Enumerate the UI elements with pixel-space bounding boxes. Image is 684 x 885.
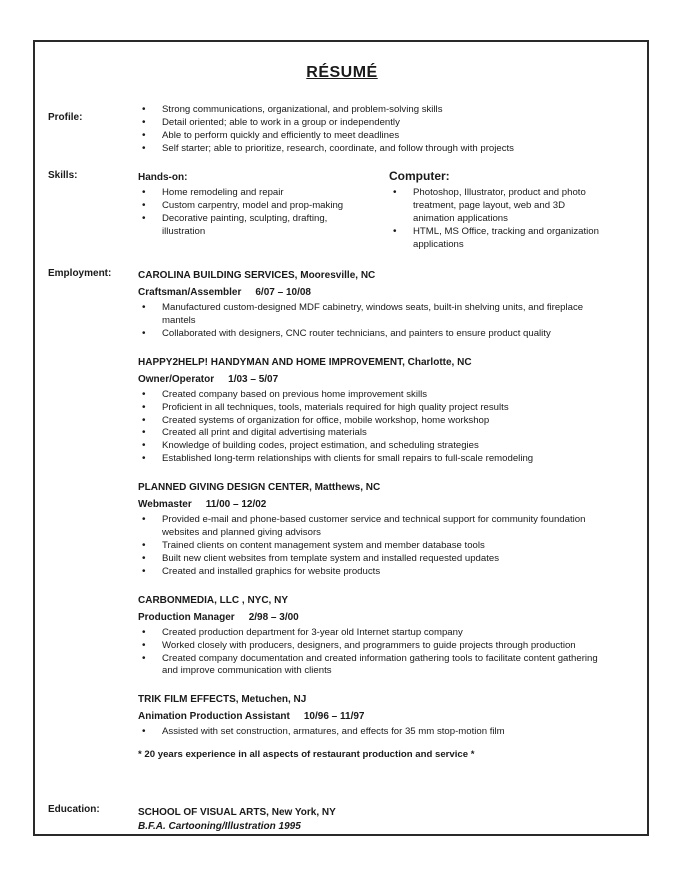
computer-skills — [389, 169, 599, 252]
list-item: • Manufactured custom-designed MDF cabinetry, windows seats, built-in shelving units, and fireplace mantels — [138, 302, 608, 328]
job-dates: 1/03 – 5/07 — [228, 373, 279, 385]
job-dates: 10/96 – 11/97 — [303, 711, 365, 723]
job-role — [138, 286, 608, 299]
list-item: • Created all print and digital advertising materials — [138, 427, 608, 440]
job-duties — [138, 627, 608, 679]
list-item: • Created company documentation and created information gathering tools to facilitate content gathering and improve communication with clients — [138, 653, 608, 679]
hands-on-skills — [138, 172, 378, 239]
job-title: Production Manager — [138, 611, 235, 623]
job-org: CARBONMEDIA, LLC , NYC, NY — [138, 594, 288, 606]
list-item: • Trained clients on content management system and member database tools — [138, 540, 608, 553]
job-org: TRIK FILM EFFECTS, Metuchen, NJ — [138, 694, 307, 706]
profile-label: Profile: — [48, 112, 83, 123]
computer-heading: Computer: — [389, 169, 450, 183]
employment-section — [138, 269, 608, 760]
job-title: Webmaster — [138, 499, 192, 511]
job-duties — [138, 726, 608, 739]
job-title: Animation Production Assistant — [138, 711, 290, 723]
profile-section — [138, 104, 608, 156]
computer-list — [389, 187, 599, 252]
list-item: • Self starter; able to prioritize, research, coordinate, and follow through with projects — [138, 143, 608, 156]
list-item: • Strong communications, organizational, and problem-solving skills — [138, 104, 608, 117]
resume-title: RÉSUMÉ — [306, 64, 378, 81]
list-item: • Collaborated with designers, CNC router technicians, and painters to ensure product quality — [138, 328, 608, 341]
list-item: • Detail oriented; able to work in a group or independently — [138, 117, 608, 130]
job-title: Owner/Operator — [138, 373, 215, 385]
list-item: • Created systems of organization for office, mobile workshop, home workshop — [138, 415, 608, 428]
job-duties — [138, 389, 608, 466]
list-item: • Established long-term relationships with clients for small repairs to full-scale remodeling — [138, 453, 608, 466]
degree: B.F.A. Cartooning/Illustration 1995 — [138, 821, 301, 832]
list-item: • Assisted with set construction, armatures, and effects for 35 mm stop-motion film — [138, 726, 608, 739]
hands-on-heading: Hands-on: — [138, 172, 188, 183]
list-item: • Decorative painting, sculpting, drafting, illustration — [138, 213, 368, 239]
job-role — [138, 373, 608, 386]
experience-note: * 20 years experience in all aspects of restaurant production and service * — [138, 749, 475, 761]
education-label: Education: — [48, 804, 100, 815]
list-item: • Created and installed graphics for website products — [138, 566, 608, 579]
education-section — [138, 806, 608, 833]
job-dates: 6/07 – 10/08 — [255, 287, 311, 298]
job-role — [138, 710, 608, 723]
list-item: • Provided e-mail and phone-based customer service and technical support for community foundation websites and planned giving advisors — [138, 514, 608, 540]
list-item: • Custom carpentry, model and prop-making — [138, 200, 368, 213]
list-item: • Knowledge of building codes, project estimation, and scheduling strategies — [138, 440, 608, 453]
job-duties — [138, 514, 608, 579]
list-item: • Created production department for 3-year old Internet startup company — [138, 627, 608, 640]
job-org: PLANNED GIVING DESIGN CENTER, Matthews, NC — [138, 482, 381, 494]
list-item: • HTML, MS Office, tracking and organization applications — [389, 226, 599, 252]
list-item: • Built new client websites from template system and installed requested updates — [138, 553, 608, 566]
job-org: CAROLINA BUILDING SERVICES, Mooresville, NC — [138, 270, 376, 281]
skills-label: Skills: — [48, 170, 78, 181]
job-dates: 11/00 – 12/02 — [205, 499, 267, 511]
employment-label: Employment: — [48, 268, 112, 279]
list-item: • Photoshop, Illustrator, product and photo treatment, page layout, web and 3D animation applications — [389, 187, 599, 226]
job-role — [138, 498, 608, 511]
list-item: • Able to perform quickly and efficiently to meet deadlines — [138, 130, 608, 143]
school-name: SCHOOL OF VISUAL ARTS, New York, NY — [138, 807, 336, 818]
list-item: • Created company based on previous home improvement skills — [138, 389, 608, 402]
list-item: • Proficient in all techniques, tools, materials required for high quality project results — [138, 402, 608, 415]
list-item: • Worked closely with producers, designers, and programmers to guide projects through production — [138, 640, 608, 653]
list-item: • Home remodeling and repair — [138, 187, 368, 200]
job-dates: 2/98 – 3/00 — [248, 611, 299, 623]
job-role — [138, 611, 608, 624]
job-title: Craftsman/Assembler — [138, 287, 242, 298]
profile-list — [138, 104, 608, 156]
job-org: HAPPY2HELP! HANDYMAN AND HOME IMPROVEMENT, Charlotte, NC — [138, 356, 472, 368]
hands-on-list — [138, 187, 368, 239]
job-duties — [138, 302, 608, 341]
